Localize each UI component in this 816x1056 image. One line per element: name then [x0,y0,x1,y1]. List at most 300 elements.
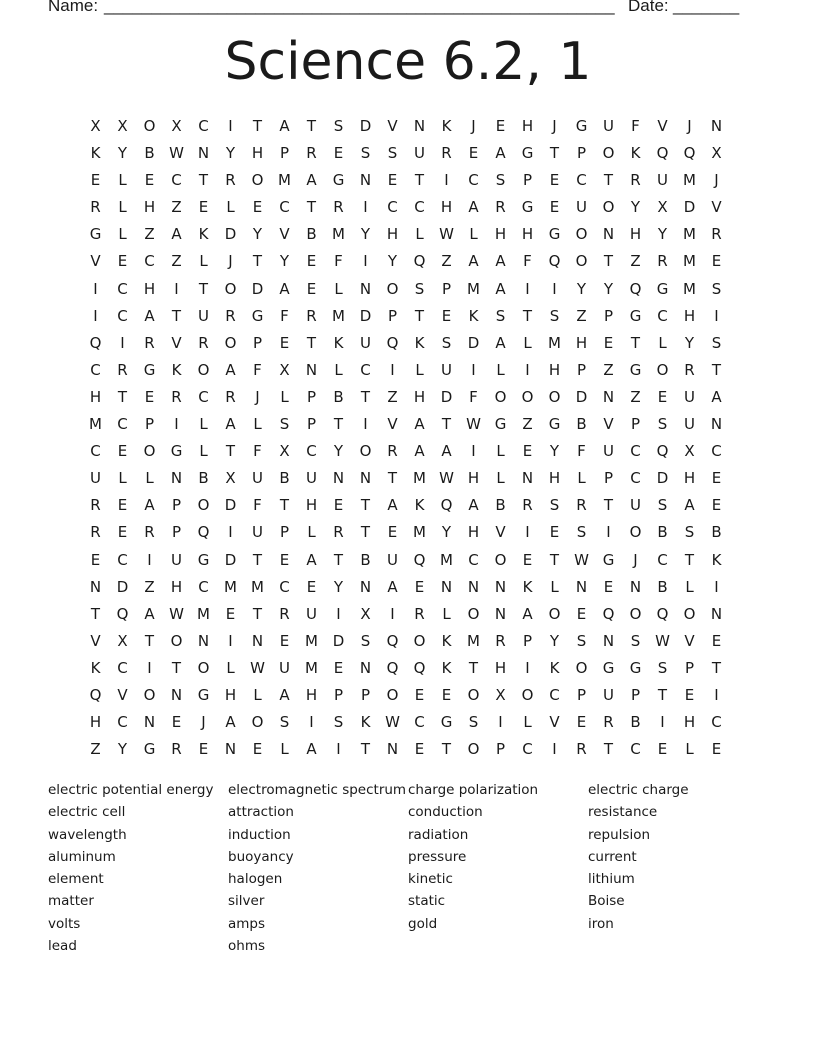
grid-letter: I [525,279,530,298]
grid-letter: O [467,740,480,759]
grid-letter: A [495,279,506,298]
grid-letter: Z [90,740,101,759]
grid-letter: S [657,415,668,434]
grid-letter: L [334,360,343,379]
grid-letter: N [89,577,102,596]
grid-letter: J [228,252,233,271]
grid-letter: T [603,496,614,515]
grid-letter: N [170,685,183,704]
grid-letter: G [251,306,264,325]
grid-letter: T [360,387,371,406]
grid-letter: O [575,252,588,271]
grid-letter: K [549,658,560,677]
grid-letter: U [684,415,695,434]
grid-letter: T [414,171,425,190]
grid-letter: B [279,469,290,488]
grid-letter: R [522,496,533,515]
grid-letter: E [522,550,533,569]
grid-letter: T [522,306,533,325]
grid-letter: I [552,740,557,759]
grid-letter: Z [522,415,533,434]
word-list-item: halogen [228,871,283,888]
name-label: Name: [48,0,99,15]
grid-letter: S [360,144,371,163]
grid-letter: L [685,740,694,759]
grid-letter: R [576,496,587,515]
grid-letter: E [603,333,614,352]
grid-letter: O [602,144,615,163]
grid-letter: Y [333,577,344,596]
grid-letter: R [333,198,344,217]
grid-letter: Q [413,252,426,271]
grid-letter: E [117,496,128,515]
grid-letter: G [548,225,561,244]
grid-letter: H [548,469,561,488]
grid-letter: B [711,523,722,542]
grid-letter: D [359,306,372,325]
grid-letter: T [198,279,209,298]
grid-letter: R [198,333,209,352]
grid-letter: S [279,713,290,732]
grid-letter: E [306,577,317,596]
grid-letter: L [280,387,289,406]
grid-letter: C [198,387,209,406]
grid-letter: D [683,198,696,217]
grid-letter: U [576,198,587,217]
grid-letter: H [143,279,156,298]
grid-letter: O [251,713,264,732]
grid-letter: X [684,442,695,461]
grid-letter: K [711,550,722,569]
grid-letter: O [224,333,237,352]
grid-letter: N [359,658,372,677]
grid-letter: U [603,117,614,135]
grid-letter: H [89,387,102,406]
grid-letter: K [441,631,452,650]
grid-letter: E [144,387,155,406]
grid-letter: A [441,442,452,461]
grid-letter: W [169,604,184,623]
letter-grid [82,113,730,763]
grid-letter: Q [629,279,642,298]
word-list-item: wavelength [48,826,127,843]
grid-letter: Z [387,387,398,406]
grid-letter: W [466,415,481,434]
grid-letter: E [414,740,425,759]
grid-letter: Q [386,631,399,650]
grid-letter: Q [89,333,102,352]
grid-letter: C [198,577,209,596]
grid-letter: J [201,713,206,732]
grid-letter: V [387,415,398,434]
grid-letter: H [224,685,237,704]
grid-letter: D [359,117,372,135]
grid-letter: E [333,496,344,515]
grid-letter: N [521,469,534,488]
grid-letter: T [117,387,128,406]
grid-letter: I [714,685,719,704]
grid-letter: L [199,252,208,271]
grid-letter: I [525,658,530,677]
grid-letter: V [90,252,101,271]
grid-letter: L [523,333,532,352]
grid-letter: A [306,550,317,569]
grid-letter: O [575,225,588,244]
grid-letter: E [522,442,533,461]
grid-letter: A [387,577,398,596]
grid-letter: E [414,685,425,704]
grid-letter: I [120,333,125,352]
grid-letter: T [252,117,263,135]
grid-letter: M [413,523,426,542]
grid-letter: L [685,577,694,596]
word-list-item: ohms [228,938,265,955]
grid-letter: I [147,550,152,569]
grid-letter: R [495,198,506,217]
grid-letter: I [714,306,719,325]
grid-letter: U [252,469,263,488]
grid-letter: C [90,360,101,379]
grid-letter: H [170,577,183,596]
grid-letter: V [657,117,668,135]
grid-letter: K [441,658,452,677]
grid-letter: M [683,225,696,244]
grid-letter: V [117,685,128,704]
grid-letter: R [414,604,425,623]
grid-letter: B [144,144,155,163]
grid-letter: S [576,631,587,650]
grid-letter: L [577,469,586,488]
grid-letter: I [660,713,665,732]
grid-letter: G [521,144,534,163]
grid-letter: R [630,171,641,190]
grid-letter: J [471,117,476,135]
grid-letter: W [655,631,670,650]
grid-letter: D [332,631,345,650]
grid-letter: I [525,523,530,542]
grid-letter: K [414,496,425,515]
grid-letter: U [360,333,371,352]
grid-letter: L [280,740,289,759]
grid-letter: Q [656,144,669,163]
grid-letter: A [711,387,722,406]
grid-letter: E [90,171,101,190]
grid-letter: X [90,117,101,135]
grid-letter: T [603,171,614,190]
grid-letter: E [657,387,668,406]
grid-letter: F [469,387,478,406]
word-list-item: lead [48,938,77,955]
grid-letter: Z [630,387,641,406]
grid-letter: F [523,252,532,271]
grid-letter: L [118,469,127,488]
word-list-item: electric charge [588,782,689,798]
grid-letter: Y [333,442,344,461]
grid-letter: T [252,252,263,271]
grid-letter: H [494,225,507,244]
grid-letter: I [363,252,368,271]
grid-letter: P [279,523,290,542]
grid-letter: N [602,387,615,406]
grid-letter: L [307,523,316,542]
grid-letter: U [387,550,398,569]
grid-letter: C [414,198,425,217]
grid-letter: T [603,252,614,271]
grid-letter: E [306,252,317,271]
grid-letter: L [118,225,127,244]
grid-letter: H [467,523,480,542]
grid-letter: J [687,117,692,135]
grid-letter: E [468,144,479,163]
grid-letter: N [359,171,372,190]
grid-letter: O [197,360,210,379]
grid-letter: C [468,550,479,569]
word-list-item: radiation [408,826,469,843]
grid-letter: B [495,496,506,515]
grid-letter: M [548,333,561,352]
grid-letter: V [549,713,560,732]
grid-letter: I [498,713,503,732]
word-list-item: aluminum [48,848,116,865]
grid-letter: T [360,740,371,759]
grid-letter: G [629,658,642,677]
grid-letter: Y [549,442,560,461]
grid-letter: T [630,333,641,352]
grid-letter: C [549,685,560,704]
grid-letter: B [657,577,668,596]
grid-letter: T [252,550,263,569]
grid-letter: P [630,415,641,434]
grid-letter: D [467,333,480,352]
grid-letter: N [602,631,615,650]
grid-letter: S [549,496,560,515]
grid-letter: T [306,333,317,352]
grid-letter: Q [89,685,102,704]
grid-letter: B [306,225,317,244]
grid-letter: T [306,117,317,135]
grid-letter: M [305,658,318,677]
grid-letter: E [117,252,128,271]
grid-letter: A [495,252,506,271]
grid-letter: E [198,198,209,217]
grid-letter: G [143,740,156,759]
grid-letter: H [629,225,642,244]
grid-letter: U [90,469,101,488]
grid-letter: P [441,279,452,298]
grid-letter: E [387,523,398,542]
grid-letter: X [711,144,722,163]
grid-letter: O [386,685,399,704]
grid-letter: A [225,360,236,379]
grid-letter: S [549,306,560,325]
grid-letter: E [387,171,398,190]
grid-letter: K [171,360,182,379]
word-list-item: pressure [408,848,467,865]
date-label: Date: [628,0,669,15]
grid-letter: E [711,631,722,650]
grid-letter: Y [684,333,695,352]
name-blank: ______________________________________________________ [104,0,615,15]
grid-letter: K [360,713,371,732]
grid-letter: O [602,198,615,217]
grid-letter: H [305,685,318,704]
grid-letter: H [521,225,534,244]
grid-letter: O [629,604,642,623]
grid-letter: N [494,604,507,623]
grid-letter: C [387,198,398,217]
grid-letter: R [603,713,614,732]
grid-letter: M [683,252,696,271]
grid-letter: I [525,360,530,379]
grid-letter: A [414,442,425,461]
grid-letter: A [225,415,236,434]
grid-letter: Y [225,144,236,163]
grid-letter: P [630,685,641,704]
grid-letter: T [468,658,479,677]
grid-letter: F [631,117,640,135]
grid-letter: I [93,306,98,325]
grid-letter: P [576,685,587,704]
grid-letter: L [415,225,424,244]
grid-letter: E [549,171,560,190]
grid-letter: A [279,117,290,135]
grid-letter: A [279,279,290,298]
grid-letter: R [144,523,155,542]
grid-letter: T [711,658,722,677]
grid-letter: T [387,469,398,488]
grid-letter: E [711,252,722,271]
grid-letter: C [117,658,128,677]
grid-letter: N [494,577,507,596]
word-list-item: buoyancy [228,848,294,865]
grid-letter: O [683,604,696,623]
grid-letter: H [521,117,534,135]
grid-letter: O [521,387,534,406]
grid-letter: S [387,144,398,163]
grid-letter: S [333,713,344,732]
grid-letter: N [197,631,210,650]
grid-letter: P [333,685,344,704]
grid-letter: R [171,740,182,759]
grid-letter: S [711,279,722,298]
grid-letter: W [169,144,184,163]
grid-letter: T [144,631,155,650]
grid-letter: A [225,713,236,732]
grid-letter: N [170,469,183,488]
grid-letter: R [495,631,506,650]
grid-letter: C [630,740,641,759]
grid-letter: T [225,442,236,461]
grid-letter: A [522,604,533,623]
grid-letter: J [552,117,557,135]
grid-letter: V [279,225,290,244]
grid-letter: D [224,225,237,244]
word-list-item: current [588,848,637,865]
grid-letter: M [332,306,345,325]
grid-letter: I [471,360,476,379]
grid-letter: M [332,225,345,244]
word-list-item: charge polarization [408,782,539,798]
grid-letter: S [360,631,371,650]
grid-letter: I [228,523,233,542]
grid-letter: Q [656,442,669,461]
grid-letter: T [198,171,209,190]
grid-letter: C [306,442,317,461]
grid-letter: K [468,306,479,325]
grid-letter: E [711,469,722,488]
grid-letter: O [197,496,210,515]
grid-letter: M [683,279,696,298]
grid-letter: P [360,685,371,704]
grid-letter: G [629,360,642,379]
grid-letter: J [633,550,638,569]
grid-letter: Y [549,631,560,650]
grid-letter: T [306,198,317,217]
grid-letter: M [467,279,480,298]
grid-letter: U [171,550,182,569]
grid-letter: G [521,198,534,217]
grid-letter: T [657,685,668,704]
grid-letter: V [495,523,506,542]
grid-letter: C [711,442,722,461]
grid-letter: K [441,117,452,135]
grid-letter: I [336,604,341,623]
grid-letter: C [657,306,668,325]
grid-letter: J [714,171,719,190]
grid-letter: I [174,415,179,434]
grid-letter: Q [548,252,561,271]
grid-letter: U [630,496,641,515]
grid-letter: V [603,415,614,434]
grid-letter: E [279,631,290,650]
grid-letter: U [306,604,317,623]
grid-letter: X [360,604,371,623]
grid-letter: H [386,225,399,244]
grid-letter: B [657,523,668,542]
grid-letter: Q [116,604,129,623]
grid-letter: L [469,225,478,244]
grid-letter: M [224,577,237,596]
grid-letter: N [602,225,615,244]
word-list-item: electromagnetic spectrum [228,782,407,798]
grid-letter: X [279,360,290,379]
grid-letter: I [336,740,341,759]
word-list-item: amps [228,915,266,932]
grid-letter: N [359,279,372,298]
grid-letter: N [143,713,156,732]
grid-letter: N [386,740,399,759]
grid-letter: Z [144,577,155,596]
grid-letter: G [197,550,210,569]
grid-letter: Z [171,198,182,217]
word-list-item: conduction [408,804,483,821]
grid-letter: H [251,144,264,163]
grid-letter: F [280,306,289,325]
grid-letter: G [656,279,669,298]
grid-letter: P [495,740,506,759]
grid-letter: I [228,631,233,650]
grid-letter: N [359,577,372,596]
grid-letter: M [413,469,426,488]
grid-letter: D [440,387,453,406]
grid-letter: O [143,442,156,461]
grid-letter: Y [360,225,371,244]
grid-letter: A [495,333,506,352]
grid-letter: U [603,442,614,461]
grid-letter: T [711,360,722,379]
header-line [48,0,748,20]
grid-letter: I [93,279,98,298]
